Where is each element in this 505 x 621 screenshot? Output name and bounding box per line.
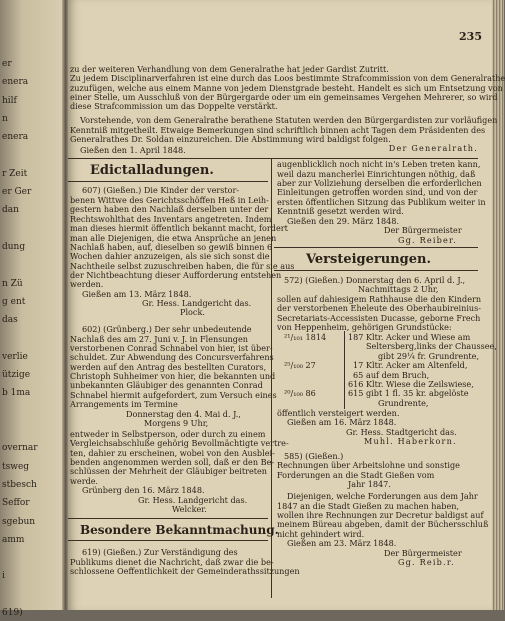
text-line: aber zur Vollziehung derselben die erforderlichen: [277, 178, 482, 188]
text-line: Kenntniß gesetzt werden wird.: [277, 206, 404, 216]
parcel-description: Kltr. Acker am Altenfeld,: [366, 360, 468, 370]
text-line: gestern haben den Nachlaß derselben unter der: [70, 204, 269, 214]
text-line: ersten öffentlichen Sitzung das Publikum weiter in: [277, 197, 486, 207]
special-heading: Besondere Bekanntmachung.: [80, 523, 279, 537]
section-divider: [68, 518, 268, 519]
margin-fragment: er Ger: [2, 187, 32, 198]
text-line: 619) (Gießen.) Zur Verständigung des: [82, 547, 238, 557]
signature: Gr. Hess. Stadtgericht das.: [346, 427, 457, 437]
margin-fragment: amm: [2, 534, 25, 545]
text-line: zuzufügen, welche aus einem Manne von jedem Dienstgrade besteht. Handelt es sich um Entsetzung von: [70, 83, 503, 93]
signature-name: Gg. Reiber.: [398, 235, 457, 245]
text-line: einer Stelle, um Ausschluß von der Bürgergarde oder um ein gemeinsames Vergehen Mehrerer, so wird: [70, 92, 498, 102]
text-line: Rechnungen über Arbeitslohne und sonstige: [277, 460, 460, 470]
text-line: 602) (Grünberg.) Der sehr unbedeutende: [82, 324, 252, 334]
text-line: benden angenommen werden soll, daß er den Be-: [70, 457, 275, 467]
text-line: nicht gehindert wird.: [277, 529, 365, 539]
parcel-description: Kltr. Acker und Wiese am: [366, 332, 471, 342]
heading-rule: [274, 270, 478, 271]
margin-fragment: verlie: [2, 351, 28, 362]
margin-fragment: ützige: [2, 370, 31, 381]
margin-fragment: i: [2, 571, 5, 582]
margin-fragment: das: [2, 315, 18, 326]
parcel-description: gibt 1 fl. 35 kr. abgelöste: [366, 388, 469, 398]
date-line: Grünberg den 16. März 1848.: [82, 485, 205, 495]
parcel-description: auf dem Bruch,: [366, 370, 430, 380]
signature: Der Bürgermeister: [384, 225, 462, 235]
parcel-description: Seltersberg,links der Chaussee,: [366, 341, 497, 351]
signature: Gr. Hess. Landgericht das.: [142, 298, 252, 308]
date-line: Gießen am 13. März 1848.: [82, 289, 192, 299]
margin-fragment: enera: [2, 77, 29, 88]
text-line: diese Strafcommission um das Doppelte verstärkt.: [70, 101, 278, 111]
text-line: Forderungen an die Stadt Gießen vom: [277, 470, 435, 480]
signature-name: Welcker.: [172, 504, 207, 514]
date-line: Gießen am 23. März 1848.: [287, 538, 397, 548]
text-line: Christoph Suhheimer von hier, die bekannten und: [70, 371, 276, 381]
text-line: Secretariats-Accessisten Ducasse, geborne Frech: [277, 313, 481, 323]
text-line: schlüssen der Mehrheit der Gläubiger beitreten: [70, 466, 267, 476]
section-divider: [274, 247, 478, 248]
parcel-number: 616: [348, 379, 364, 389]
text-line: Nachlaß haben, auf, dieselben so gewiß binnen 6: [70, 242, 273, 252]
page-number: 235: [459, 30, 482, 43]
text-line: man dieses hiermit öffentlich bekannt macht, fordert: [70, 223, 288, 233]
signature: Gr. Hess. Landgericht das.: [138, 495, 248, 505]
margin-fragment: overnar: [2, 443, 38, 454]
text-line: werde.: [70, 476, 99, 486]
text-line: schlossene Oeffentlichkeit der Gemeinderathssitzungen: [70, 566, 300, 576]
text-line: wollen ihre Rechnungen zur Decretur baldigst auf: [277, 510, 484, 520]
text-line: meinem Büreau abgeben, damit der Büchersschluß: [277, 519, 489, 529]
margin-fragment: n Zü: [2, 278, 23, 289]
text-line: werden.: [70, 279, 104, 289]
parcel-fraction: ²⁰/₁₀₀ 86: [284, 388, 316, 398]
signature-name: Muhl. Haberkorn.: [364, 436, 457, 446]
document-page: [68, 0, 505, 610]
text-line: werden auf den Antrag des bestellten Curators,: [70, 362, 267, 372]
text-line: Arrangements im Termine: [70, 399, 178, 409]
parcel-description: Grundrente,: [378, 398, 429, 408]
date-line: Gießen den 29. März 1848.: [287, 216, 400, 226]
signature: Der Bürgermeister: [384, 548, 462, 558]
text-line: von Heppenheim, gehörigen Grundstücke:: [277, 322, 452, 332]
signature-name: Plock.: [180, 307, 205, 317]
margin-fragment: tsweg: [2, 461, 30, 472]
text-line: 607) (Gießen.) Die Kinder der verstor-: [82, 185, 240, 195]
text-line: schuldet. Zur Abwendung des Concursverfahrens: [70, 352, 274, 362]
notice-heading: 585) (Gießen.): [284, 451, 344, 461]
text-line: Vergleichsabschluße gehörig Bevollmächtigte vertre-: [70, 438, 289, 448]
margin-fragment: sgebun: [2, 516, 36, 527]
text-line: sollen auf dahiesigem Rathhause die den Kindern: [277, 294, 482, 304]
text-line: Diejenigen, welche Forderungen aus dem Jahr: [287, 491, 478, 501]
margin-fragment: r Zeit: [2, 168, 28, 179]
text-line: Kenntniß mitgetheilt. Etwaige Bemerkungen sind schriftlich binnen acht Tagen dem Präsidenten des: [70, 125, 486, 135]
parcel-number: 615: [348, 388, 364, 398]
parcel-fraction: ²⁵/₁₀₀ 27: [284, 360, 316, 370]
text-line: der verstorbenen Eheleute des Oberhaubireinius-: [277, 303, 482, 313]
text-line: Vorstehende, von dem Generalrathe berathene Statuten werden den Bürgergardisten zur vorläufigen: [80, 115, 498, 125]
text-line: Jahr 1847.: [348, 479, 391, 489]
text-line: Nachtheile selbst zuzuschreiben haben, die für sie aus: [70, 261, 295, 271]
parcel-brace: [344, 331, 345, 409]
text-line: Nachlaß des am 27. Juni v. J. in Flensungen: [70, 334, 248, 344]
text-line: Einleitungen getroffen worden sind, und von der: [277, 187, 478, 197]
margin-fragment: enera: [2, 132, 29, 143]
margin-fragment: n: [2, 113, 8, 124]
margin-fragment: Seffor: [2, 498, 30, 509]
margin-fragment: stbesch: [2, 479, 37, 490]
text-line: entweder in Selbstperson, oder durch zu einem: [70, 429, 266, 439]
text-line: Nachmittags 2 Uhr,: [358, 284, 439, 294]
signature-name: Gg. Reib.r.: [398, 557, 455, 567]
parcel-description: gibt 29¼ fr. Grundrente,: [378, 351, 480, 361]
parcel-fraction: ²¹/₁₀₁ 1814: [284, 332, 327, 342]
text-line: Generalrathes Dr. Soldan einzureichen. Die Abstimmung wird baldigst folgen.: [70, 134, 391, 144]
text-line: 1847 an die Stadt Gießen zu machen haben,: [277, 501, 460, 511]
parcel-description: Kltr. Wiese die Zeilswiese,: [366, 379, 474, 389]
text-line: der Nichtbeachtung dieser Aufforderung entstehen: [70, 270, 282, 280]
margin-fragment: hilf: [2, 95, 17, 106]
margin-fragment: er: [2, 59, 12, 69]
date-line: Gießen den 1. April 1848.: [80, 145, 186, 155]
time-line: Morgens 9 Uhr,: [144, 418, 209, 428]
margin-fragment: 619): [2, 608, 23, 618]
text-line: zu der weiteren Verhandlung von dem Generalrathe hat jeder Gardist Zutritt.: [70, 64, 389, 74]
margin-fragment: dan: [2, 205, 19, 216]
date-line: Gießen am 16. März 1848.: [287, 417, 397, 427]
text-line: verstorbenen Conrad Schnabel von hier, ist über-: [70, 343, 273, 353]
text-line: Rechtswohlthat des Inventars angetreten. Indem: [70, 214, 272, 224]
signature: Der Generalrath.: [388, 143, 478, 153]
text-line: unbekannten Gläubiger des genannten Conrad: [70, 380, 263, 390]
parcel-number: 187: [348, 332, 364, 342]
text-line: Wochen dahier anzuzeigen, als sie sich sonst die: [70, 251, 270, 261]
previous-page-margin: [0, 0, 62, 618]
heading-rule: [68, 540, 268, 541]
margin-fragment: b 1ma: [2, 388, 31, 399]
text-line: 572) (Gießen.) Donnerstag den 6. April d. J.,: [284, 275, 466, 285]
margin-fragment: g ent: [2, 296, 26, 307]
parcel-number: 17: [353, 360, 364, 370]
text-line: Zu jedem Disciplinarverfahren ist eine durch das Loos bestimmte Strafcommission von dem Generalrathe: [70, 73, 505, 83]
text-line: Schnabel hiermit aufgefordert, zum Versuch eines: [70, 390, 277, 400]
text-line: ten, dahier zu erscheinen, wobei von den Ausblei-: [70, 448, 275, 458]
termin-line: Donnerstag den 4. Mai d. J.,: [126, 409, 241, 419]
text-line: Publikums dienet die Nachricht, daß zwar die be-: [70, 557, 274, 567]
text-line: augenblicklich noch nicht in's Leben treten kann,: [277, 159, 481, 169]
parcel-number: 65: [353, 370, 364, 380]
text-line: weil dazu mancherlei Einrichtungen nöthig, daß: [277, 169, 476, 179]
text-line: öffentlich versteigert werden.: [277, 408, 400, 418]
text-line: man alle Diejenigen, die etwa Ansprüche an jenen: [70, 233, 277, 243]
heading-rule: [68, 181, 268, 182]
edictal-heading: Edictalladungen.: [90, 163, 214, 178]
margin-fragment: dung: [2, 242, 26, 252]
auction-heading: Versteigerungen.: [306, 252, 431, 267]
text-line: benen Wittwe des Gerichtsschöffen Heß in Leih-: [70, 195, 269, 205]
